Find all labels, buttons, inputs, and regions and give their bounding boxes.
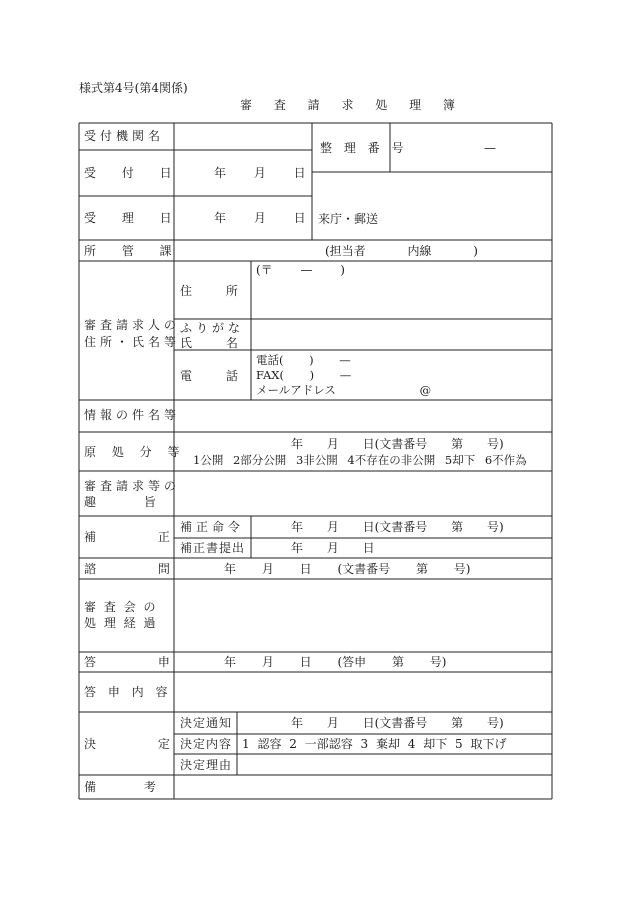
delivery-method: 来庁・郵送	[318, 212, 379, 226]
decision-label: 決 定	[84, 737, 170, 751]
original-decision-date: 年 月 日(文書番号 第 号)	[291, 437, 504, 451]
section-value: (担当者 内線 )	[325, 244, 478, 258]
report-label: 答 申	[84, 655, 170, 669]
purpose-label-line2: 趣 旨	[84, 495, 156, 509]
info-name-label: 情報の件名等	[84, 408, 181, 422]
decision-content-value: 1 認容 2 一部認容 3 棄却 4 却下 5 取下げ	[242, 737, 507, 751]
accepted-date-value: 年 月 日	[214, 211, 306, 225]
decision-reason-label: 決定理由	[180, 758, 233, 772]
contact-label: 電 話	[180, 369, 238, 383]
page-title: 審 査 請 求 処 理 簿	[240, 98, 464, 112]
reference-number-value: —	[484, 141, 496, 155]
council-process-label-line2: 処 理 経 過	[84, 616, 156, 630]
correction-order-label: 補正命令	[180, 520, 245, 534]
consultation-value: 年 月 日 (文書番号 第 号)	[224, 562, 471, 576]
accepted-date-label: 受 理 日	[84, 211, 172, 225]
postal-code-field[interactable]: (〒 — )	[256, 263, 345, 277]
report-content-label: 答 申 内 容	[84, 685, 168, 699]
form-number: 様式第4号(第4関係)	[79, 81, 188, 95]
original-decision-options: 1公開 2部分公開 3非公開 4不存在の非公開 5却下 6不作為	[193, 453, 527, 467]
address-label: 住 所	[180, 284, 238, 298]
original-decision-label: 原 処 分 等	[84, 445, 180, 459]
receiving-agency-label: 受付機関名	[84, 129, 165, 143]
section-label: 所 管 課	[84, 244, 172, 258]
decision-notice-value: 年 月 日(文書番号 第 号)	[291, 716, 504, 730]
phone-field[interactable]: 電話( ) —	[256, 353, 351, 367]
correction-submit-label: 補正書提出	[180, 541, 246, 555]
name-label: 氏 名	[180, 336, 238, 350]
requester-label-line2: 住所・氏名等	[84, 335, 181, 349]
received-date-label: 受 付 日	[84, 166, 172, 180]
decision-notice-label: 決定通知	[180, 716, 233, 730]
email-field[interactable]: メールアドレス @	[256, 383, 432, 397]
correction-order-value: 年 月 日(文書番号 第 号)	[291, 520, 504, 534]
council-process-label-line1: 審 査 会 の	[84, 600, 156, 614]
correction-submit-value: 年 月 日	[291, 541, 375, 555]
received-date-value: 年 月 日	[214, 166, 306, 180]
correction-label: 補 正	[84, 530, 170, 544]
report-value: 年 月 日 (答申 第 号)	[224, 655, 447, 669]
requester-label-line1: 審査請求人の	[84, 318, 181, 332]
furigana-label: ふりがな	[180, 321, 245, 335]
purpose-label-line1: 審査請求等の	[84, 479, 181, 493]
fax-field[interactable]: FAX( ) —	[256, 368, 352, 382]
decision-content-label: 決定内容	[180, 737, 233, 751]
reference-number-label: 整 理 番 号	[320, 141, 408, 155]
remarks-label: 備 考	[84, 780, 156, 794]
consultation-label: 諮 問	[84, 562, 170, 576]
